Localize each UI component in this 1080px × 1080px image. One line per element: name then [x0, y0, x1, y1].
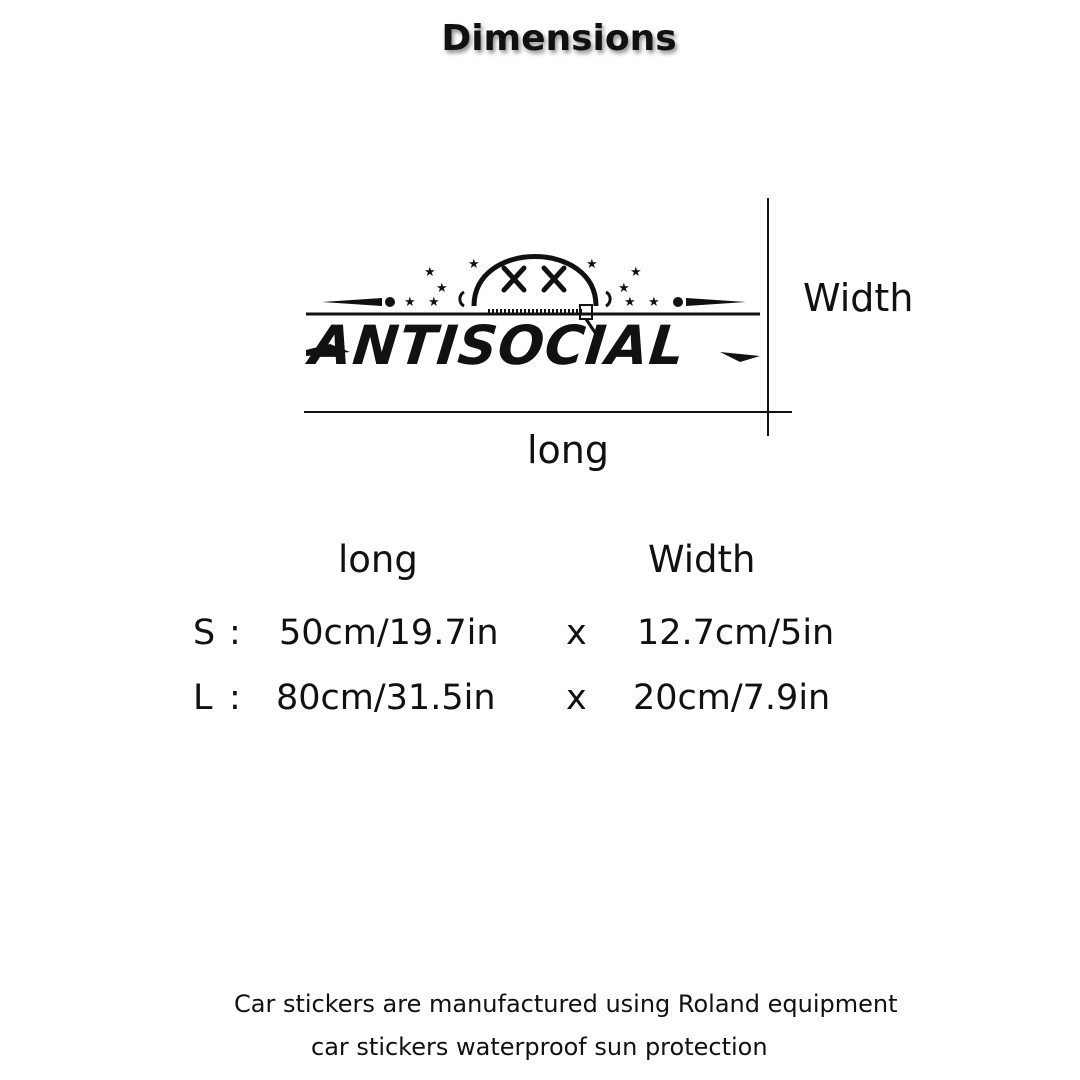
svg-text:★: ★	[630, 265, 642, 280]
svg-text:★: ★	[468, 257, 480, 272]
face-icon	[474, 257, 596, 307]
size-code: L	[193, 678, 213, 718]
right-needle-icon	[686, 298, 746, 306]
size-separator: :	[229, 613, 241, 653]
svg-text:★: ★	[586, 257, 598, 272]
svg-text:★: ★	[404, 295, 416, 310]
left-needle-icon	[322, 298, 382, 306]
size-separator: :	[229, 678, 241, 718]
page-title: Dimensions	[441, 18, 677, 59]
svg-text:★: ★	[428, 295, 440, 310]
size-long-value: 50cm/19.7in	[279, 613, 499, 653]
footer-line-2: car stickers waterproof sun protection	[311, 1033, 768, 1061]
x-eyes-icon	[504, 268, 564, 290]
sticker-text: ANTISOCIAL	[307, 314, 689, 377]
width-label: Width	[803, 276, 914, 320]
size-width-value: 20cm/7.9in	[633, 678, 831, 718]
svg-text:★: ★	[648, 295, 660, 310]
size-times: x	[566, 613, 587, 653]
svg-text:★: ★	[624, 295, 636, 310]
table-header-width: Width	[648, 538, 756, 581]
sticker-logo	[303, 257, 760, 377]
svg-text:★: ★	[424, 265, 436, 280]
size-long-value: 80cm/31.5in	[276, 678, 496, 718]
footer-line-1: Car stickers are manufactured using Roland equipment	[234, 990, 898, 1018]
long-label: long	[527, 428, 610, 472]
svg-text:★: ★	[436, 281, 448, 296]
table-header-long: long	[338, 538, 418, 581]
stars-icon	[404, 257, 660, 310]
svg-text:★: ★	[618, 281, 630, 296]
size-code: S	[193, 613, 216, 653]
size-width-value: 12.7cm/5in	[637, 613, 835, 653]
size-times: x	[566, 678, 587, 718]
